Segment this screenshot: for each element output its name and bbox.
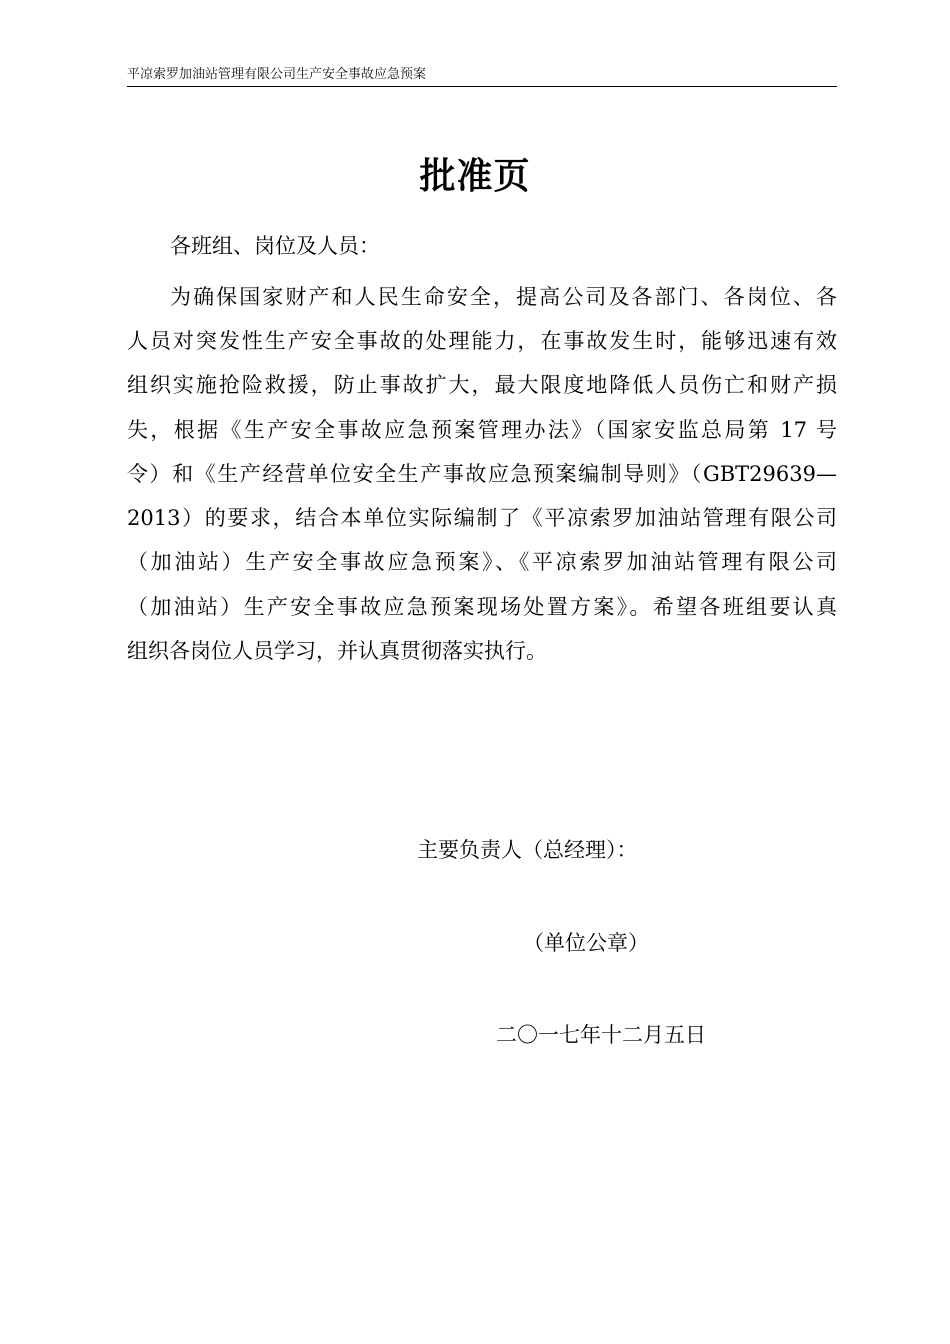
body-line: 组织各岗位人员学习，并认真贯彻落实执行。 [127, 639, 547, 663]
body-line: 失，根据《生产安全事故应急预案管理办法》（国家安监总局第 17 号 [127, 418, 837, 442]
body-line: 令）和《生产经营单位安全生产事故应急预案编制导则》（GBT29639— [127, 462, 837, 486]
body-line: （加油站）生产安全事故应急预案》、《平凉索罗加油站管理有限公司 [127, 550, 837, 574]
body-line: （加油站）生产安全事故应急预案现场处置方案》。希望各班组要认真 [127, 595, 837, 619]
signature-label: 主要负责人（总经理）： [417, 838, 638, 862]
page-title: 批准页 [419, 155, 531, 197]
header-text: 平凉索罗加油站管理有限公司生产安全事故应急预案 [127, 67, 427, 82]
body-line: 人员对突发性生产安全事故的处理能力，在事故发生时，能够迅速有效 [127, 329, 837, 353]
body-line: 为确保国家财产和人民生命安全，提高公司及各部门、各岗位、各 [170, 285, 837, 309]
body-line: 2013）的要求，结合本单位实际编制了《平凉索罗加油站管理有限公司 [127, 506, 837, 530]
page-header [127, 66, 837, 87]
date-label: 二〇一七年十二月五日 [496, 1023, 706, 1047]
salutation: 各班组、岗位及人员： [170, 234, 380, 258]
seal-label: （单位公章） [523, 931, 649, 955]
body-line: 组织实施抢险救援，防止事故扩大，最大限度地降低人员伤亡和财产损 [127, 373, 837, 397]
